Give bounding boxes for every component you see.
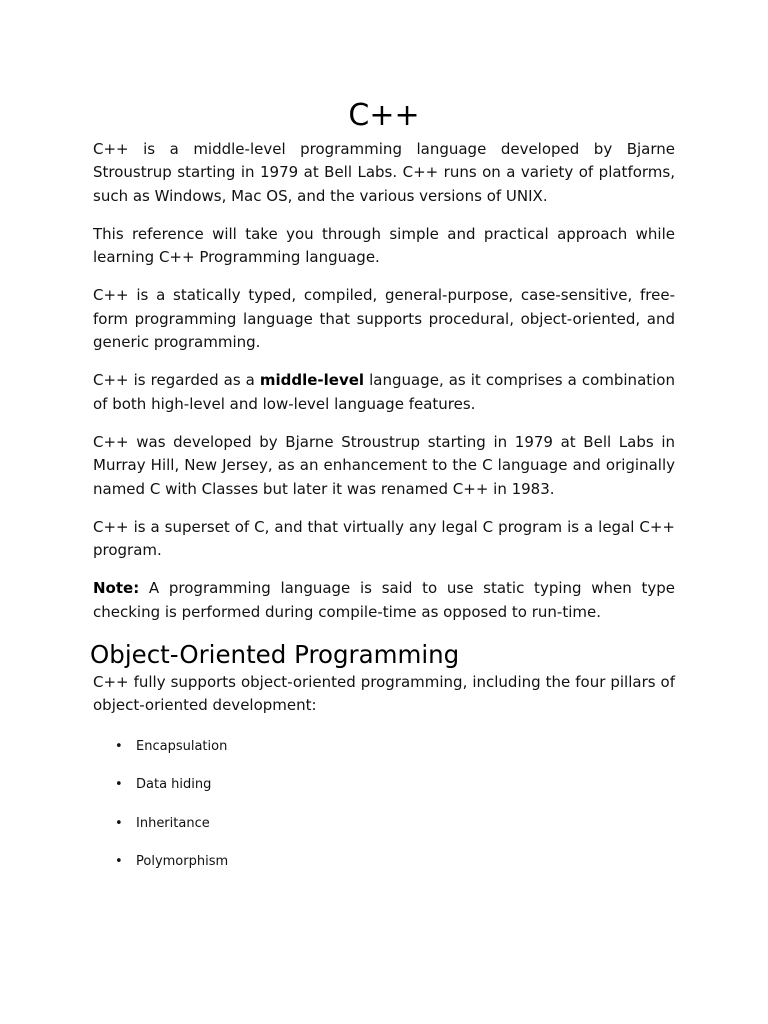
note-text: A programming language is said to use static typing when type checking is performed during compile-time as opposed to run-time.: [93, 579, 675, 621]
history-paragraph: C++ was developed by Bjarne Stroustrup starting in 1979 at Bell Labs in Murray Hill, New Jersey, as an enhancement to the C language and originally named C with Classes but later it was renamed C++ in 1983.: [93, 432, 675, 498]
intro-paragraph: C++ is a middle-level programming language developed by Bjarne Stroustrup starting in 1979 at Bell Labs. C++ runs on a variety of platforms, such as Windows, Mac OS, and the various versions of UNIX.: [93, 140, 675, 205]
bullet-icon: •: [115, 738, 123, 754]
list-item: [114, 776, 675, 794]
list-item: [114, 738, 675, 756]
document-page: [90, 97, 675, 892]
oop-intro-paragraph: C++ fully supports object-oriented programming, including the four pillars of object-oriented development:: [93, 673, 675, 715]
section-heading-oop: Object-Oriented Programming: [90, 640, 460, 670]
pillars-list: [93, 738, 675, 872]
middle-level-emphasis: middle-level: [259, 371, 365, 390]
note-label: Note:: [93, 579, 140, 598]
bullet-icon: •: [115, 854, 123, 870]
middle-level-text-before: C++ is regarded as a: [93, 371, 260, 390]
typing-paragraph: C++ is a statically typed, compiled, general-purpose, case-sensitive, free-form programming language that supports procedural, object-oriented, and generic programming.: [93, 286, 675, 352]
list-item-label: Polymorphism: [136, 854, 229, 870]
bullet-icon: •: [115, 815, 123, 831]
middle-level-paragraph: [93, 369, 675, 416]
list-item-label: Data hiding: [136, 777, 212, 793]
bullet-icon: •: [115, 777, 123, 793]
reference-paragraph: This reference will take you through simple and practical approach while learning C++ Programming language.: [93, 224, 675, 267]
list-item-label: Encapsulation: [136, 738, 228, 754]
middle-level-text-after: language, as it comprises a combination of both high-level and low-level language features.: [93, 371, 675, 413]
note-paragraph: [93, 577, 675, 624]
page-title: C++: [348, 98, 420, 133]
list-item: [114, 853, 675, 871]
list-item: [114, 815, 675, 833]
superset-paragraph: C++ is a superset of C, and that virtually any legal C program is a legal C++ program.: [93, 517, 675, 560]
list-item-label: Inheritance: [136, 815, 210, 831]
